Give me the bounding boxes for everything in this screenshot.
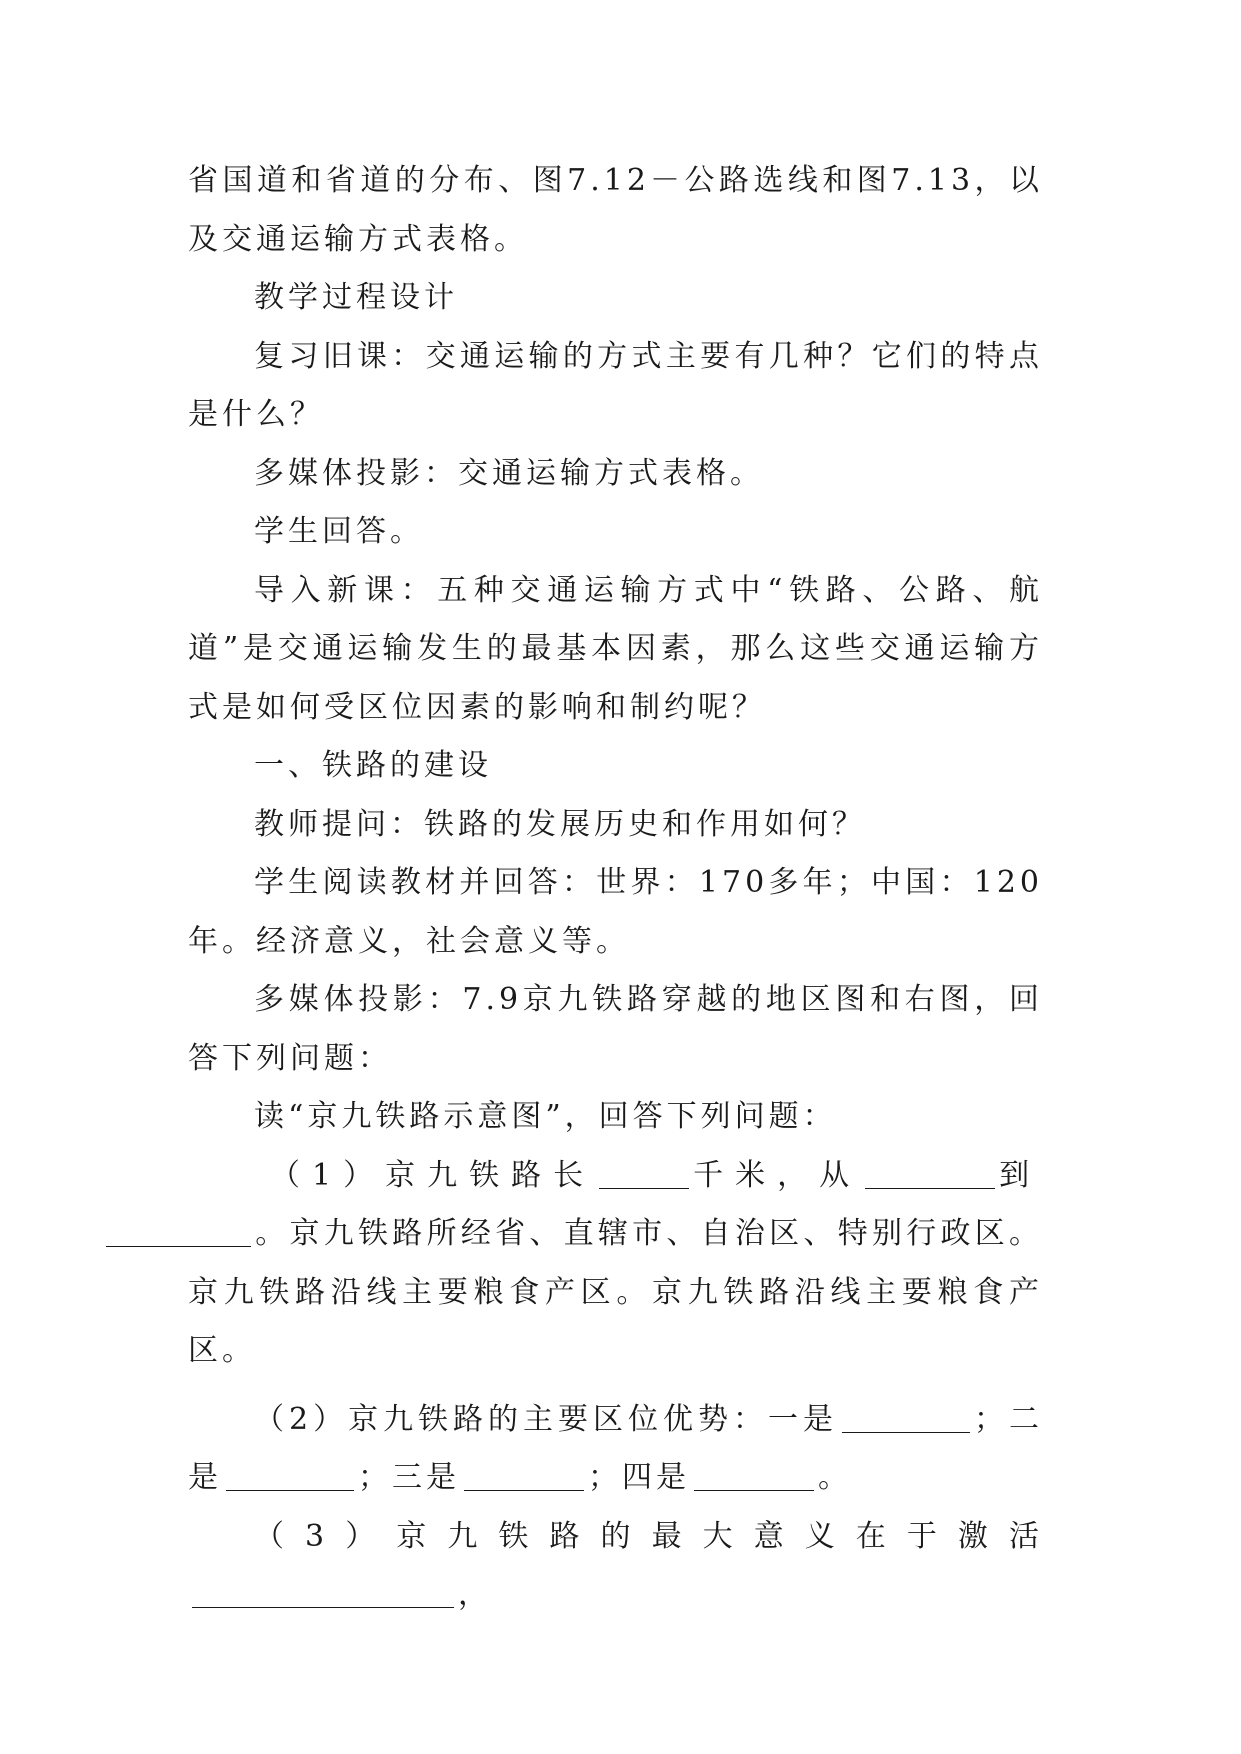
paragraph-new-lesson: 导入新课：五种交通运输方式中“铁路、公路、航道”是交通运输发生的最基本因素，那么这些交通运输方式是如何受区位因素的影响和制约呢？ <box>188 572 1043 725</box>
question-1 <box>188 1147 1043 1381</box>
paragraph-student-reading: 学生阅读教材并回答：世界：170多年；中国：120年。经济意义，社会意义等。 <box>188 865 1043 959</box>
question-3-part-1: （3）京九铁路的最大意义在于激活 <box>254 1518 1043 1554</box>
answer-blank-advantage-3 <box>464 1460 584 1491</box>
paragraph-teacher-question: 教师提问：铁路的发展历史和作用如何？ <box>254 806 866 842</box>
paragraph-review: 复习旧课：交通运输的方式主要有几种？它们的特点是什么？ <box>188 338 1043 432</box>
question-3-part-2: ， <box>458 1577 492 1612</box>
answer-blank-advantage-4 <box>694 1460 814 1491</box>
heading-teaching-process: 教学过程设计 <box>254 280 458 315</box>
question-2-part-2: ；二是 <box>188 1401 1043 1495</box>
question-2 <box>188 1391 1043 1508</box>
paragraph-student-answer: 学生回答。 <box>254 514 424 549</box>
answer-blank-length <box>599 1158 689 1189</box>
paragraph-multimedia-2: 多媒体投影：7.9京九铁路穿越的地区图和右图，回答下列问题： <box>188 982 1043 1076</box>
question-2-part-4: ；四是 <box>588 1460 690 1495</box>
question-1-part-2: 千米，从 <box>693 1157 862 1193</box>
section-heading-railway: 一、铁路的建设 <box>254 748 492 783</box>
question-2-part-3: ；三是 <box>358 1460 460 1495</box>
answer-blank-to <box>106 1216 251 1247</box>
question-1-part-4: 。京九铁路所经省、直辖市、自治区、特别行政区。京九铁路沿线主要粮食产区。京九铁路沿线主要粮食产区。 <box>188 1216 1043 1368</box>
question-2-part-5: 。 <box>818 1460 852 1495</box>
paragraph-materials: 省国道和省道的分布、图7.12－公路选线和图7.13，以及交通运输方式表格。 <box>188 163 1043 257</box>
question-3 <box>188 1508 1043 1625</box>
answer-blank-activate <box>192 1577 454 1608</box>
answer-blank-advantage-2 <box>226 1460 354 1491</box>
answer-blank-from <box>865 1158 995 1189</box>
document-body <box>188 152 1043 1625</box>
question-1-part-3: 到 <box>999 1157 1034 1193</box>
question-1-part-1: （1）京九铁路长 <box>270 1157 596 1193</box>
paragraph-multimedia-1: 多媒体投影：交通运输方式表格。 <box>254 455 764 491</box>
question-2-part-1: （2）京九铁路的主要区位优势：一是 <box>254 1401 838 1437</box>
answer-blank-advantage-1 <box>842 1402 970 1433</box>
paragraph-read-map: 读“京九铁路示意图”，回答下列问题： <box>254 1099 837 1134</box>
